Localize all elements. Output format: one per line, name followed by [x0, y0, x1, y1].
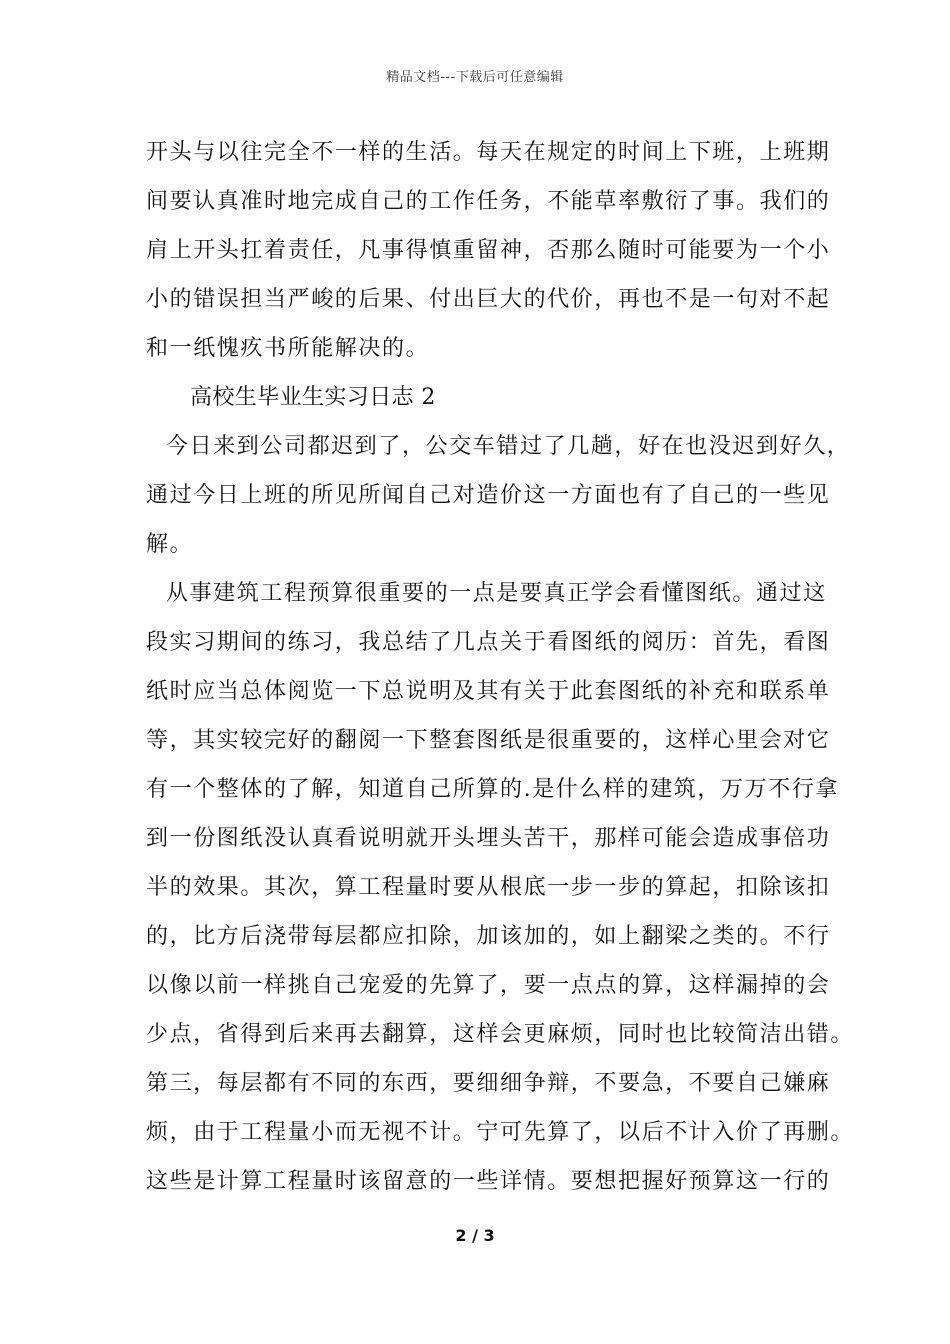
section-heading: 高校生毕业生实习日志 2 — [190, 385, 436, 410]
text-line: 和一纸愧疚书所能解决的。 — [146, 336, 430, 361]
text-line: 解。 — [146, 532, 194, 557]
text-line: 今日来到公司都迟到了，公交车错过了几趟，好在也没迟到好久， — [166, 434, 851, 459]
text-line: 烦，由于工程量小而无视不计。宁可先算了，以后不计入价了再删。 — [146, 1120, 855, 1145]
text-line: 第三，每层都有不同的东西，要细细争辩，不要急，不要自己嫌麻 — [146, 1071, 831, 1096]
text-line: 以像以前一样挑自己宠爱的先算了，要一点点的算，这样漏掉的会 — [146, 973, 831, 998]
text-line: 肩上开头扛着责任，凡事得慎重留神，否那么随时可能要为一个小 — [146, 238, 831, 263]
page-header: 精品文档---下载后可任意编辑 — [386, 70, 564, 85]
text-line: 纸时应当总体阅览一下总说明及其有关于此套图纸的补充和联系单 — [146, 679, 831, 704]
text-line: 通过今日上班的所见所闻自己对造价这一方面也有了自己的一些见 — [146, 483, 831, 508]
text-line: 到一份图纸没认真看说明就开头埋头苦干，那样可能会造成事倍功 — [146, 826, 831, 851]
text-line: 小的错误担当严峻的后果、付出巨大的代价，再也不是一句对不起 — [146, 287, 831, 312]
text-line: 的，比方后浇带每层都应扣除，加该加的，如上翻梁之类的。不行 — [146, 924, 831, 949]
text-line: 少点，省得到后来再去翻算，这样会更麻烦，同时也比较简洁出错。 — [146, 1022, 855, 1047]
body-text — [146, 128, 855, 1206]
page-number: 2 / 3 — [455, 1226, 495, 1245]
text-line: 等，其实较完好的翻阅一下整套图纸是很重要的，这样心里会对它 — [146, 728, 831, 753]
text-line: 段实习期间的练习，我总结了几点关于看图纸的阅历：首先，看图 — [146, 630, 831, 655]
text-line: 间要认真准时地完成自己的工作任务，不能草率敷衍了事。我们的 — [146, 189, 831, 214]
text-line: 开头与以往完全不一样的生活。每天在规定的时间上下班，上班期 — [146, 140, 831, 165]
text-line: 从事建筑工程预算很重要的一点是要真正学会看懂图纸。通过这 — [166, 581, 827, 606]
text-line: 半的效果。其次，算工程量时要从根底一步一步的算起，扣除该扣 — [146, 875, 831, 900]
text-line: 有一个整体的了解，知道自己所算的.是什么样的建筑，万万不行拿 — [146, 777, 839, 802]
text-line: 这些是计算工程量时该留意的一些详情。要想把握好预算这一行的 — [146, 1169, 831, 1194]
